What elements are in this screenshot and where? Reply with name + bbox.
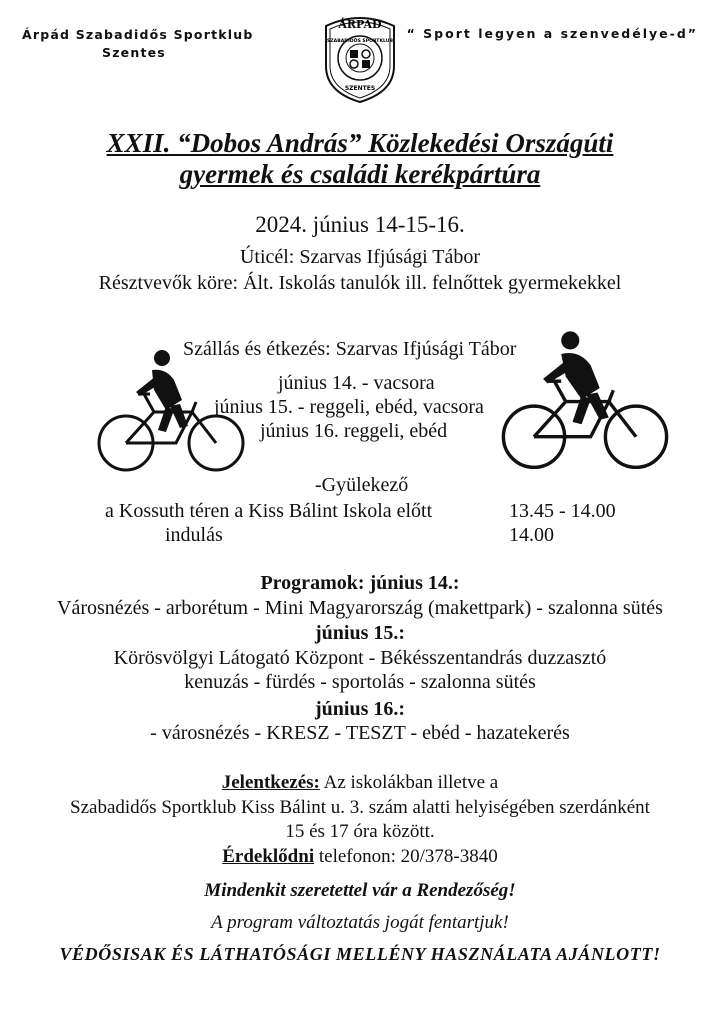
safety-notice: VÉDŐSISAK ÉS LÁTHATÓSÁGI MELLÉNY HASZNÁLATA AJÁNLOTT! [59, 944, 661, 964]
program-day3: - városnézés - KRESZ - TESZT - ebéd - hazatekerés [150, 722, 570, 744]
registration-line3: 15 és 17 óra között. [285, 821, 435, 842]
event-title-line1: XXII. “Dobos András” Közlekedési Országúti [106, 128, 614, 158]
registration-text: Az iskolákban illetve a [319, 772, 499, 793]
phone-label: Érdeklődni [222, 846, 315, 867]
gathering-place: a Kossuth téren a Kiss Bálint Iskola előtt [105, 500, 433, 522]
welcome-message: Mindenkit szeretettel vár a Rendezőség! [204, 880, 516, 901]
program-day2-line1: Körösvölgyi Látogató Központ - Békésszentandrás duzzasztó [113, 647, 607, 669]
registration-line2: Szabadidős Sportklub Kiss Bálint u. 3. szám alatti helyiségében szerdánként [70, 797, 650, 818]
departure-label: indulás [165, 524, 223, 546]
lodging-meal-2: június 15. - reggeli, ebéd, vacsora [214, 396, 484, 418]
event-destination: Úticél: Szarvas Ifjúsági Tábor [239, 246, 481, 268]
phone-number: telefonon: 20/378-3840 [314, 846, 498, 867]
program-day1: Városnézés - arborétum - Mini Magyarország (makettpark) - szalonna sütés [57, 597, 663, 619]
event-title [0, 128, 720, 190]
club-name [22, 26, 254, 62]
club-name-line1: Árpád Szabadidős Sportklub [22, 27, 254, 42]
lodging-meal-3: június 16. reggeli, ebéd [260, 420, 448, 442]
cyclist-right-illustration [500, 330, 670, 480]
program-day3-heading: június 16.: [314, 698, 406, 720]
logo-bottom-text: SZENTES [344, 85, 376, 92]
club-city: Szentes [102, 45, 166, 60]
logo-ring-text: SZABADIDŐS SPORTKLUB [327, 39, 393, 44]
disclaimer: A program változtatás jogát fentartjuk! [211, 912, 509, 933]
departure-time: 14.00 [509, 524, 554, 546]
cyclist-left-illustration [96, 350, 246, 480]
event-title-line2: gyermek és családi kerékpártúra [179, 159, 541, 189]
logo-top-text: ÁRPÁD [338, 18, 382, 31]
gathering-time: 13.45 - 14.00 [509, 500, 616, 522]
registration-label: Jelentkezés: [221, 772, 320, 793]
program-day2-heading: június 15.: [314, 622, 406, 644]
club-motto: “ Sport legyen a szenvedélye-d” [406, 26, 698, 41]
lodging-heading: Szállás és étkezés: Szarvas Ifjúsági Tábor [183, 338, 517, 360]
program-day2-line2: kenuzás - fürdés - sportolás - szalonna sütés [184, 671, 536, 693]
program-day1-heading: Programok: június 14.: [260, 572, 460, 594]
club-logo [320, 12, 400, 104]
phone-line [0, 846, 720, 868]
event-date: 2024. június 14-15-16. [255, 212, 465, 237]
registration-line1 [0, 772, 720, 794]
lodging-meal-1: június 14. - vacsora [278, 372, 435, 394]
gathering-heading: -Gyülekező [315, 474, 409, 496]
event-participants: Résztvevők köre: Ált. Iskolás tanulók ill. felnőttek gyermekekkel [98, 272, 622, 294]
